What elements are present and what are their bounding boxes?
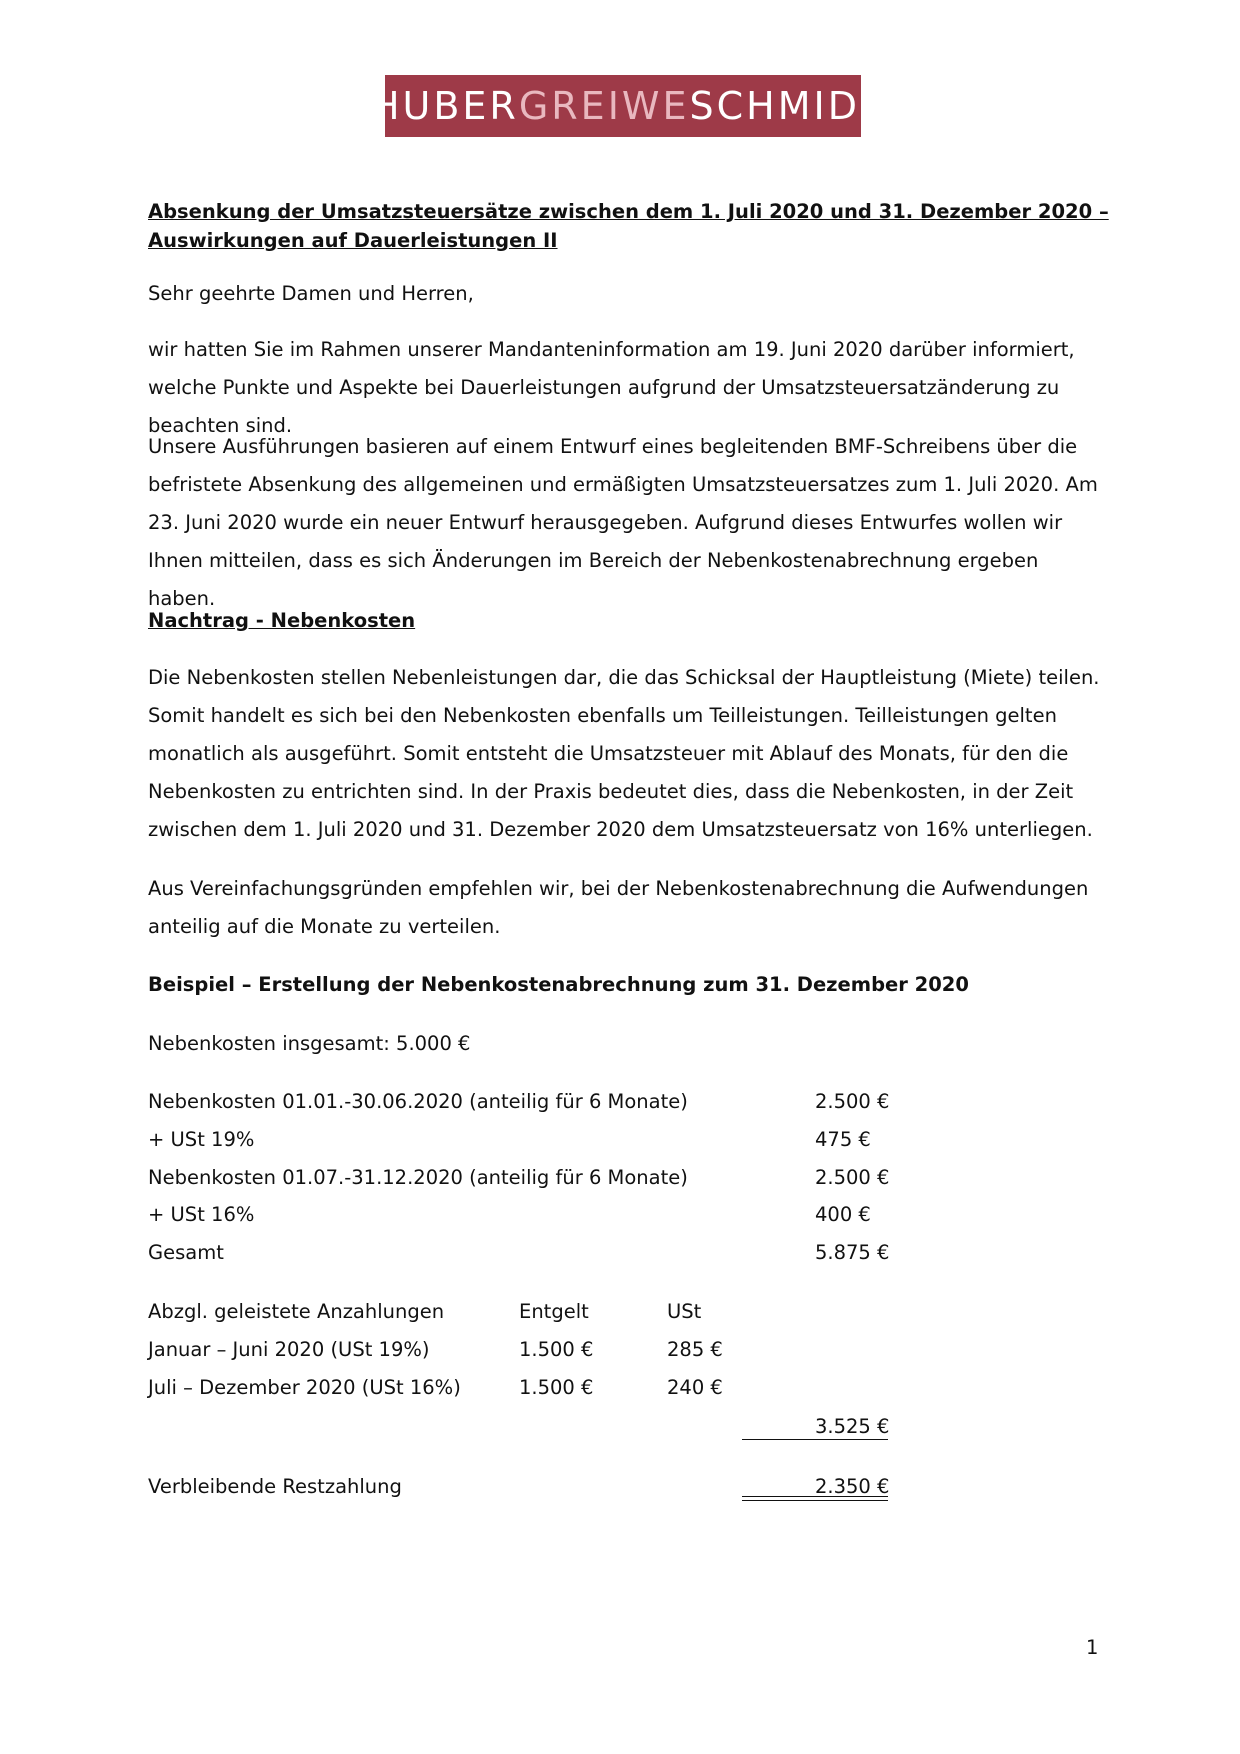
calc-row-label: + USt 16% bbox=[148, 1203, 255, 1226]
paragraph-nebenkosten: Die Nebenkosten stellen Nebenleistungen dar, die das Schicksal der Hauptleistung (Miete) teilen. Somit handelt es sich bei den Nebenkosten ebenfalls um Teilleistungen. Teilleistungen gelten monatlich als ausgeführt. Somit entsteht die Umsatzsteuer mit Ablauf des Monats, für den die Nebenkosten zu entrichten sind. In der Praxis bedeutet dies, dass die Nebenkosten, in der Zeit zwischen dem 1. Juli 2020 und 31. Dezember 2020 dem Umsatzsteuersatz von 16% unterliegen. bbox=[148, 666, 1100, 841]
page-number: 1 bbox=[1086, 1636, 1099, 1659]
example-heading: Beispiel – Erstellung der Nebenkostenabrechnung zum 31. Dezember 2020 bbox=[148, 973, 969, 996]
paragraph-recommendation: Aus Vereinfachungsgründen empfehlen wir, bei der Nebenkostenabrechnung die Aufwendungen anteilig auf die Monate zu verteilen. bbox=[148, 877, 1089, 938]
calc-row-amount: 475 € bbox=[815, 1128, 871, 1151]
prepay-row-entgelt: 1.500 € bbox=[519, 1376, 594, 1399]
prepay-header-ust: USt bbox=[667, 1300, 702, 1323]
document-title bbox=[148, 197, 1109, 255]
calc-row-amount: 2.500 € bbox=[815, 1090, 890, 1113]
paragraph-draft-info: Unsere Ausführungen basieren auf einem Entwurf eines begleitenden BMF-Schreibens über die befristete Absenkung des allgemeinen und ermäßigten Umsatzsteuersatzes zum 1. Juli 2020. Am 23. Juni 2020 wurde ein neuer Entwurf herausgegeben. Aufgrund dieses Entwurfes wollen wir Ihnen mitteilen, dass es sich Änderungen im Bereich der Nebenkostenabrechnung ergeben haben. bbox=[148, 435, 1098, 610]
paragraph-intro: wir hatten Sie im Rahmen unserer Mandanteninformation am 19. Juni 2020 darüber informiert, welche Punkte und Aspekte bei Dauerleistungen aufgrund der Umsatzsteuersatzänderung zu beachten sind. bbox=[148, 338, 1075, 437]
salutation: Sehr geehrte Damen und Herren, bbox=[148, 282, 474, 305]
remaining-label: Verbleibende Restzahlung bbox=[148, 1475, 402, 1498]
remaining-amount: 2.350 € bbox=[815, 1475, 890, 1498]
prepay-subtotal: 3.525 € bbox=[815, 1415, 890, 1438]
prepay-row-entgelt: 1.500 € bbox=[519, 1338, 594, 1361]
logo-part-greiwe: GREIWE bbox=[518, 84, 690, 128]
prepay-row-label: Juli – Dezember 2020 (USt 16%) bbox=[148, 1376, 461, 1399]
title-line-1: Absenkung der Umsatzsteuersätze zwischen dem 1. Juli 2020 und 31. Dezember 2020 – bbox=[148, 200, 1109, 223]
section-heading: Nachtrag - Nebenkosten bbox=[148, 609, 416, 632]
prepay-row-ust: 240 € bbox=[667, 1376, 723, 1399]
prepay-row-label: Januar – Juni 2020 (USt 19%) bbox=[148, 1338, 430, 1361]
calc-row-amount: 400 € bbox=[815, 1203, 871, 1226]
total-costs-line: Nebenkosten insgesamt: 5.000 € bbox=[148, 1032, 471, 1055]
logo-part-schmid: SCHMID bbox=[689, 84, 860, 128]
company-logo bbox=[370, 75, 876, 137]
calc-row-label: + USt 19% bbox=[148, 1128, 255, 1151]
calc-row-label: Nebenkosten 01.01.-30.06.2020 (anteilig für 6 Monate) bbox=[148, 1090, 688, 1113]
calc-row-amount: 2.500 € bbox=[815, 1166, 890, 1189]
logo-dot: . bbox=[859, 84, 876, 128]
prepay-row-ust: 285 € bbox=[667, 1338, 723, 1361]
prepay-header-label: Abzgl. geleistete Anzahlungen bbox=[148, 1300, 445, 1323]
logo-part-huber: HUBER bbox=[370, 84, 519, 128]
calc-row-label: Gesamt bbox=[148, 1241, 224, 1264]
calc-row-label: Nebenkosten 01.07.-31.12.2020 (anteilig für 6 Monate) bbox=[148, 1166, 688, 1189]
prepay-header-entgelt: Entgelt bbox=[519, 1300, 589, 1323]
calc-row-amount: 5.875 € bbox=[815, 1241, 890, 1264]
title-line-2: Auswirkungen auf Dauerleistungen II bbox=[148, 229, 558, 252]
